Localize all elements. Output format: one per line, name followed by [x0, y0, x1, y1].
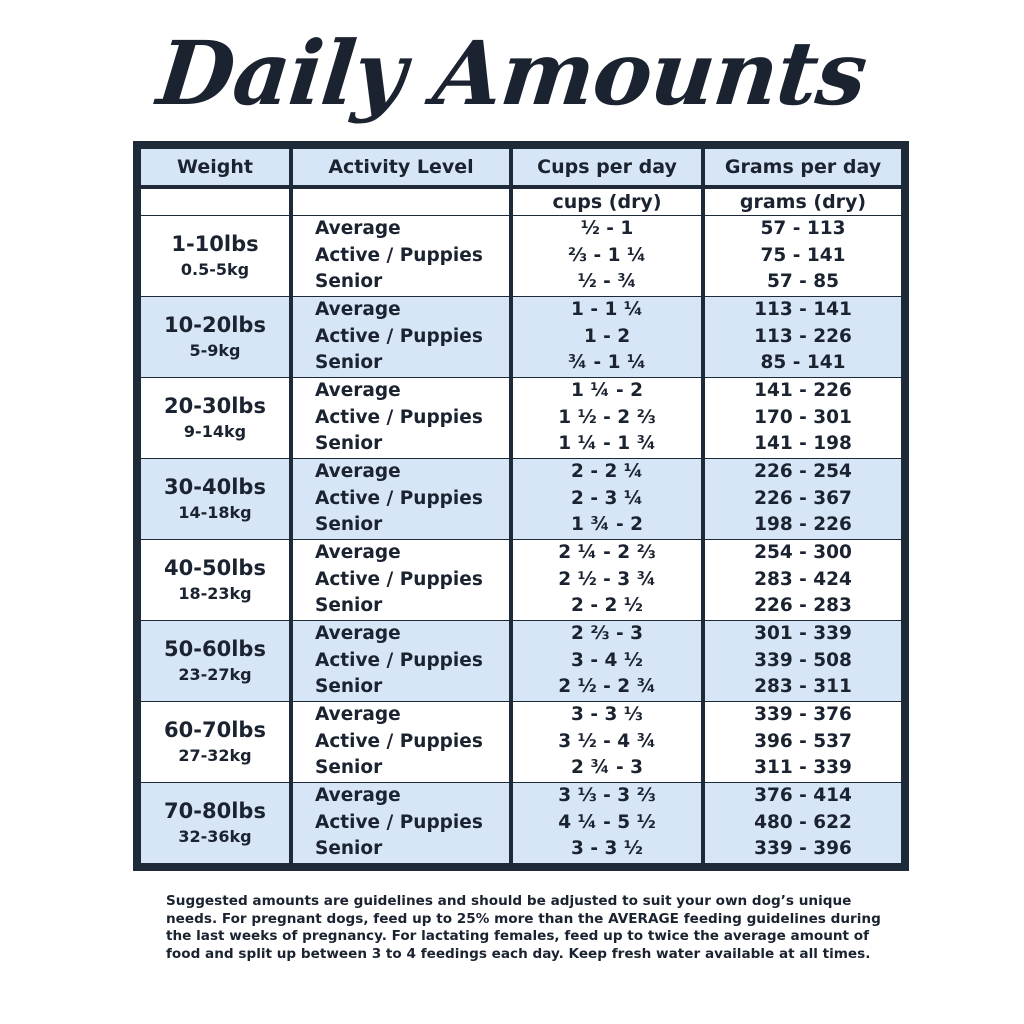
weight-lbs: 1-10lbs [171, 232, 259, 256]
weight-lbs: 30-40lbs [164, 475, 266, 499]
feeding-table [141, 149, 901, 863]
grams-value: 57 - 113 [760, 218, 846, 240]
activity-level-cell [293, 621, 513, 702]
weight-cell [141, 297, 293, 378]
subheader-cups-unit: cups (dry) [513, 189, 705, 216]
weight-lbs: 20-30lbs [164, 394, 266, 418]
cups-value: 1 ½ - 2 ⅔ [558, 406, 656, 428]
grams-value: 113 - 141 [754, 299, 852, 321]
activity-level: Average [315, 218, 401, 240]
grams-value: 339 - 396 [754, 838, 852, 860]
grams-value: 283 - 311 [754, 676, 852, 698]
cups-value-cell [513, 783, 705, 863]
cups-value: ⅔ - 1 ¼ [567, 244, 647, 266]
activity-level-cell [293, 216, 513, 297]
table-subheader-row [141, 189, 901, 216]
table-row [141, 702, 901, 783]
cups-value-cell [513, 459, 705, 540]
grams-value: 254 - 300 [754, 542, 852, 564]
activity-level: Active / Puppies [315, 649, 483, 671]
cups-value: 3 ½ - 4 ¾ [558, 730, 656, 752]
grams-value: 226 - 283 [754, 595, 852, 617]
table-row [141, 216, 901, 297]
table-row [141, 621, 901, 702]
activity-level: Active / Puppies [315, 811, 483, 833]
weight-lbs: 10-20lbs [164, 313, 266, 337]
cups-value: 1 ¾ - 2 [571, 514, 643, 536]
activity-level: Active / Puppies [315, 325, 483, 347]
cups-value: 2 ½ - 2 ¾ [558, 676, 656, 698]
grams-value: 85 - 141 [760, 352, 846, 374]
table-row [141, 459, 901, 540]
table-row [141, 378, 901, 459]
activity-level: Active / Puppies [315, 406, 483, 428]
activity-level: Average [315, 623, 401, 645]
grams-value-cell [705, 378, 901, 459]
cups-value: 2 ½ - 3 ¾ [558, 568, 656, 590]
activity-level: Average [315, 299, 401, 321]
cups-value: 2 ⅔ - 3 [571, 623, 643, 645]
activity-level-cell [293, 540, 513, 621]
grams-value: 75 - 141 [760, 244, 846, 266]
grams-value-cell [705, 540, 901, 621]
weight-lbs: 40-50lbs [164, 556, 266, 580]
table-header-row [141, 149, 901, 189]
weight-lbs: 50-60lbs [164, 637, 266, 661]
grams-value: 57 - 85 [766, 271, 840, 293]
activity-level: Senior [315, 271, 383, 293]
cups-value: 1 - 2 [583, 325, 631, 347]
grams-value: 480 - 622 [754, 811, 852, 833]
header-weight: Weight [141, 149, 293, 189]
footnote: Suggested amounts are guidelines and should be adjusted to suit your own dog’s unique needs. For pregnant dogs, feed up to 25% more than the AVERAGE feeding guidelines during the last weeks of pregnancy. For lactating females, feed up to twice the average amount of food and split up between 3 to 4 feedings each day. Keep fresh water available at all times. [166, 893, 881, 962]
activity-level: Active / Puppies [315, 487, 483, 509]
weight-lbs: 70-80lbs [164, 799, 266, 823]
feeding-table-frame [133, 141, 909, 871]
grams-value-cell [705, 297, 901, 378]
grams-value: 396 - 537 [754, 730, 852, 752]
cups-value-cell [513, 540, 705, 621]
weight-kg: 0.5-5kg [180, 260, 250, 279]
cups-value-cell [513, 378, 705, 459]
grams-value-cell [705, 621, 901, 702]
table-body [141, 216, 901, 863]
cups-value: 1 - 1 ¼ [571, 299, 643, 321]
grams-value: 311 - 339 [754, 757, 852, 779]
weight-kg: 14-18kg [178, 503, 252, 522]
grams-value: 141 - 198 [754, 433, 852, 455]
activity-level: Senior [315, 433, 383, 455]
subheader-grams-unit: grams (dry) [705, 189, 901, 216]
weight-kg: 32-36kg [178, 827, 252, 846]
page-title: Daily Amounts [152, 21, 872, 125]
subheader-weight [141, 189, 293, 216]
activity-level: Senior [315, 838, 383, 860]
grams-value: 283 - 424 [754, 568, 852, 590]
activity-level-cell [293, 378, 513, 459]
activity-level: Average [315, 380, 401, 402]
grams-value: 376 - 414 [754, 785, 852, 807]
activity-level: Average [315, 542, 401, 564]
cups-value-cell [513, 702, 705, 783]
grams-value: 226 - 254 [754, 461, 852, 483]
cups-value: 3 - 3 ½ [571, 838, 643, 860]
cups-value: 2 - 2 ½ [571, 595, 643, 617]
cups-value: 1 ¼ - 1 ¾ [558, 433, 656, 455]
cups-value-cell [513, 216, 705, 297]
weight-kg: 5-9kg [189, 341, 241, 360]
weight-cell [141, 216, 293, 297]
cups-value: 2 ¼ - 2 ⅔ [558, 542, 656, 564]
cups-value: 2 - 2 ¼ [571, 461, 643, 483]
weight-cell [141, 783, 293, 863]
grams-value-cell [705, 783, 901, 863]
grams-value: 113 - 226 [754, 325, 852, 347]
grams-value-cell [705, 702, 901, 783]
table-row [141, 783, 901, 863]
activity-level: Senior [315, 352, 383, 374]
weight-cell [141, 540, 293, 621]
weight-kg: 18-23kg [178, 584, 252, 603]
header-grams-per-day: Grams per day [705, 149, 901, 189]
weight-cell [141, 702, 293, 783]
activity-level: Active / Puppies [315, 244, 483, 266]
activity-level: Senior [315, 514, 383, 536]
activity-level: Average [315, 704, 401, 726]
cups-value: ¾ - 1 ¼ [567, 352, 647, 374]
activity-level-cell [293, 459, 513, 540]
cups-value: ½ - 1 [580, 218, 634, 240]
weight-cell [141, 378, 293, 459]
weight-kg: 9-14kg [183, 422, 247, 441]
subheader-activity [293, 189, 513, 216]
weight-kg: 23-27kg [178, 665, 252, 684]
activity-level: Senior [315, 595, 383, 617]
weight-lbs: 60-70lbs [164, 718, 266, 742]
table-row [141, 540, 901, 621]
weight-cell [141, 459, 293, 540]
cups-value: 2 ¾ - 3 [571, 757, 643, 779]
grams-value: 198 - 226 [754, 514, 852, 536]
cups-value: 4 ¼ - 5 ½ [558, 811, 656, 833]
weight-cell [141, 621, 293, 702]
grams-value-cell [705, 216, 901, 297]
cups-value-cell [513, 297, 705, 378]
activity-level-cell [293, 702, 513, 783]
cups-value: ½ - ¾ [577, 271, 637, 293]
cups-value: 3 - 3 ⅓ [571, 704, 643, 726]
grams-value-cell [705, 459, 901, 540]
activity-level: Active / Puppies [315, 730, 483, 752]
grams-value: 301 - 339 [754, 623, 852, 645]
activity-level: Average [315, 461, 401, 483]
weight-kg: 27-32kg [178, 746, 252, 765]
activity-level: Senior [315, 676, 383, 698]
header-cups-per-day: Cups per day [513, 149, 705, 189]
activity-level: Average [315, 785, 401, 807]
grams-value: 226 - 367 [754, 487, 852, 509]
grams-value: 141 - 226 [754, 380, 852, 402]
activity-level: Senior [315, 757, 383, 779]
activity-level-cell [293, 297, 513, 378]
cups-value: 1 ¼ - 2 [571, 380, 643, 402]
cups-value: 3 ⅓ - 3 ⅔ [558, 785, 656, 807]
table-row [141, 297, 901, 378]
activity-level: Active / Puppies [315, 568, 483, 590]
cups-value: 2 - 3 ¼ [571, 487, 643, 509]
grams-value: 339 - 376 [754, 704, 852, 726]
cups-value-cell [513, 621, 705, 702]
grams-value: 170 - 301 [754, 406, 852, 428]
activity-level-cell [293, 783, 513, 863]
cups-value: 3 - 4 ½ [571, 649, 643, 671]
grams-value: 339 - 508 [754, 649, 852, 671]
header-activity-level: Activity Level [293, 149, 513, 189]
